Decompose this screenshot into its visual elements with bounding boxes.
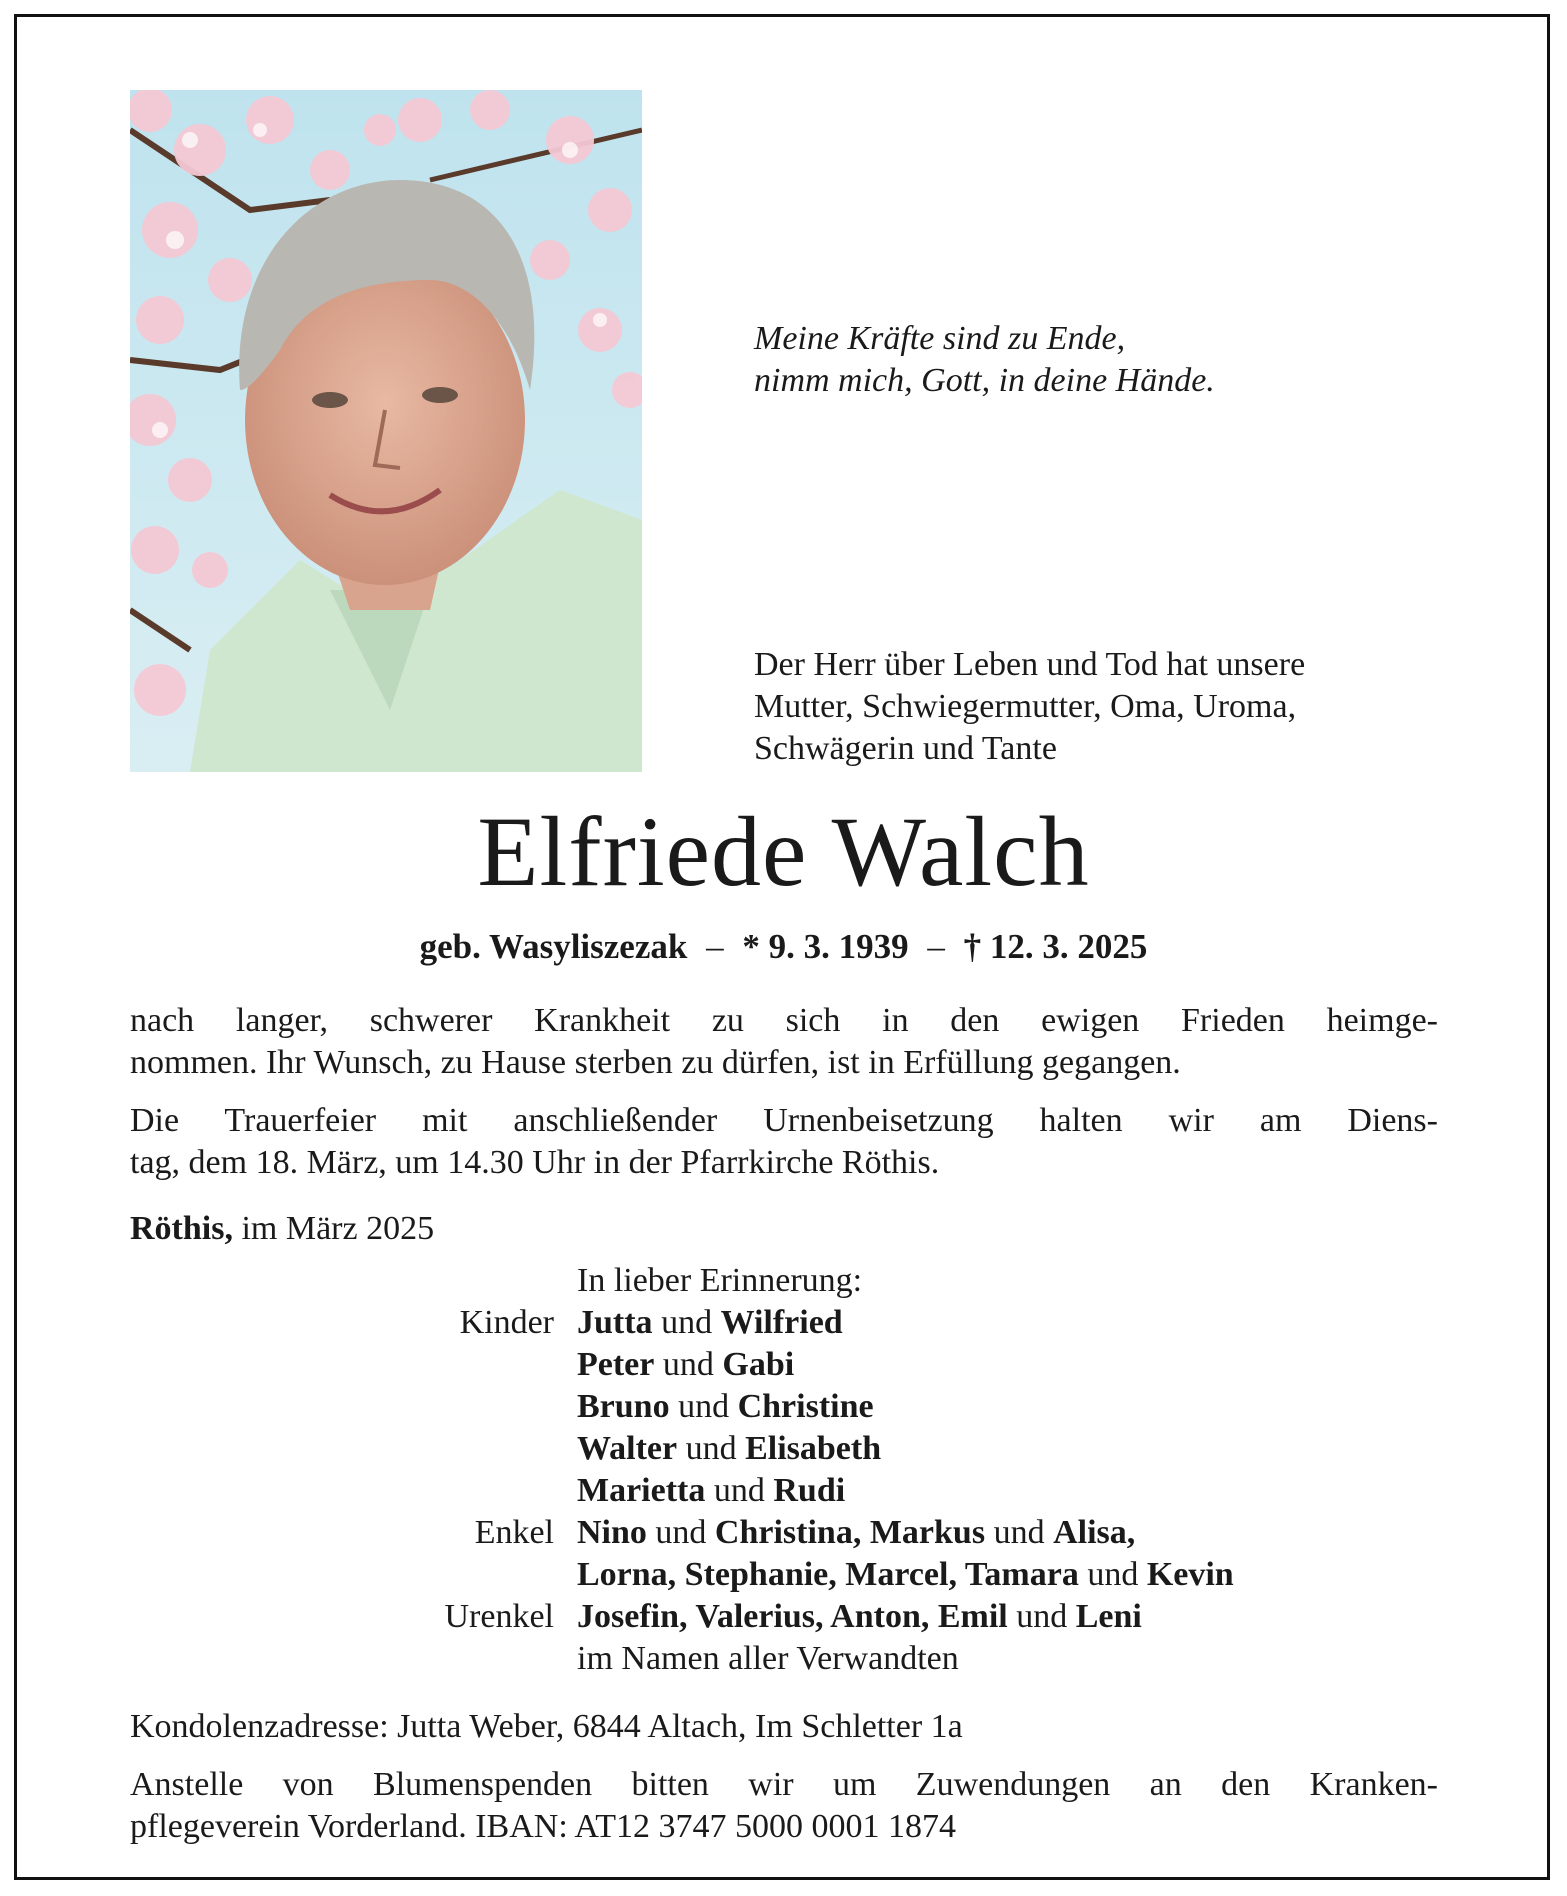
intro-line: Mutter, Schwiegermutter, Oma, Uroma, bbox=[754, 688, 1297, 725]
place-town: Röthis, bbox=[130, 1210, 233, 1247]
deceased-name: Elfriede Walch bbox=[477, 796, 1090, 907]
death-date: † 12. 3. 2025 bbox=[963, 927, 1148, 966]
separator: – bbox=[706, 927, 724, 966]
paragraph-line: nach langer, schwerer Krankheit zu sich in den ewigen Frieden heimge- bbox=[130, 1002, 1438, 1039]
paragraph-line: Anstelle von Blumenspenden bitten wir um Zuwendungen an den Kranken- bbox=[130, 1766, 1438, 1803]
enkel-entry: Lorna, Stephanie, Marcel, Tamara und Kevin bbox=[577, 1556, 1234, 1593]
paragraph-line: tag, dem 18. März, um 14.30 Uhr in der Pfarrkirche Röthis. bbox=[130, 1144, 940, 1181]
mourners-closing: im Namen aller Verwandten bbox=[577, 1640, 959, 1677]
kinder-label: Kinder bbox=[459, 1304, 554, 1341]
separator: – bbox=[927, 927, 945, 966]
intro-line: Schwägerin und Tante bbox=[754, 730, 1057, 767]
urenkel-entry: Josefin, Valerius, Anton, Emil und Leni bbox=[577, 1598, 1142, 1635]
birth-death-line bbox=[0, 925, 1567, 969]
condolence-address: Kondolenzadresse: Jutta Weber, 6844 Altach, Im Schletter 1a bbox=[130, 1708, 963, 1745]
kinder-entry: Bruno und Christine bbox=[577, 1388, 874, 1425]
donation-paragraph bbox=[130, 1764, 1438, 1848]
mourners-list bbox=[0, 1260, 1567, 1680]
birth-date: * 9. 3. 1939 bbox=[742, 927, 909, 966]
paragraph-line: Die Trauerfeier mit anschließender Urnenbeisetzung halten wir am Diens- bbox=[130, 1102, 1438, 1139]
intro-line: Der Herr über Leben und Tod hat unsere bbox=[754, 646, 1306, 683]
verse-quote bbox=[754, 318, 1215, 402]
kinder-entry: Peter und Gabi bbox=[577, 1346, 795, 1383]
announcement-paragraph bbox=[130, 1000, 1438, 1084]
birth-name: geb. Wasyliszezak bbox=[419, 927, 688, 966]
paragraph-line: nommen. Ihr Wunsch, zu Hause sterben zu dürfen, ist in Erfüllung gegangen. bbox=[130, 1044, 1181, 1081]
enkel-label: Enkel bbox=[474, 1514, 554, 1551]
funeral-paragraph bbox=[130, 1100, 1438, 1184]
mourners-heading: In lieber Erinnerung: bbox=[577, 1262, 863, 1299]
paragraph-line: pflegeverein Vorderland. IBAN: AT12 3747 5000 0001 1874 bbox=[130, 1808, 956, 1845]
verse-line: Meine Kräfte sind zu Ende, bbox=[754, 320, 1126, 357]
urenkel-label: Urenkel bbox=[444, 1598, 554, 1635]
kinder-entry: Marietta und Rudi bbox=[577, 1472, 846, 1509]
place-month: im März 2025 bbox=[232, 1210, 435, 1247]
verse-line: nimm mich, Gott, in deine Hände. bbox=[754, 362, 1215, 399]
place-date bbox=[130, 1208, 434, 1250]
kinder-entry: Walter und Elisabeth bbox=[577, 1430, 882, 1467]
intro-text bbox=[754, 644, 1305, 770]
portrait-photo bbox=[130, 90, 642, 772]
kinder-entry: Jutta und Wilfried bbox=[577, 1304, 843, 1341]
enkel-entry: Nino und Christina, Markus und Alisa, bbox=[577, 1514, 1136, 1551]
